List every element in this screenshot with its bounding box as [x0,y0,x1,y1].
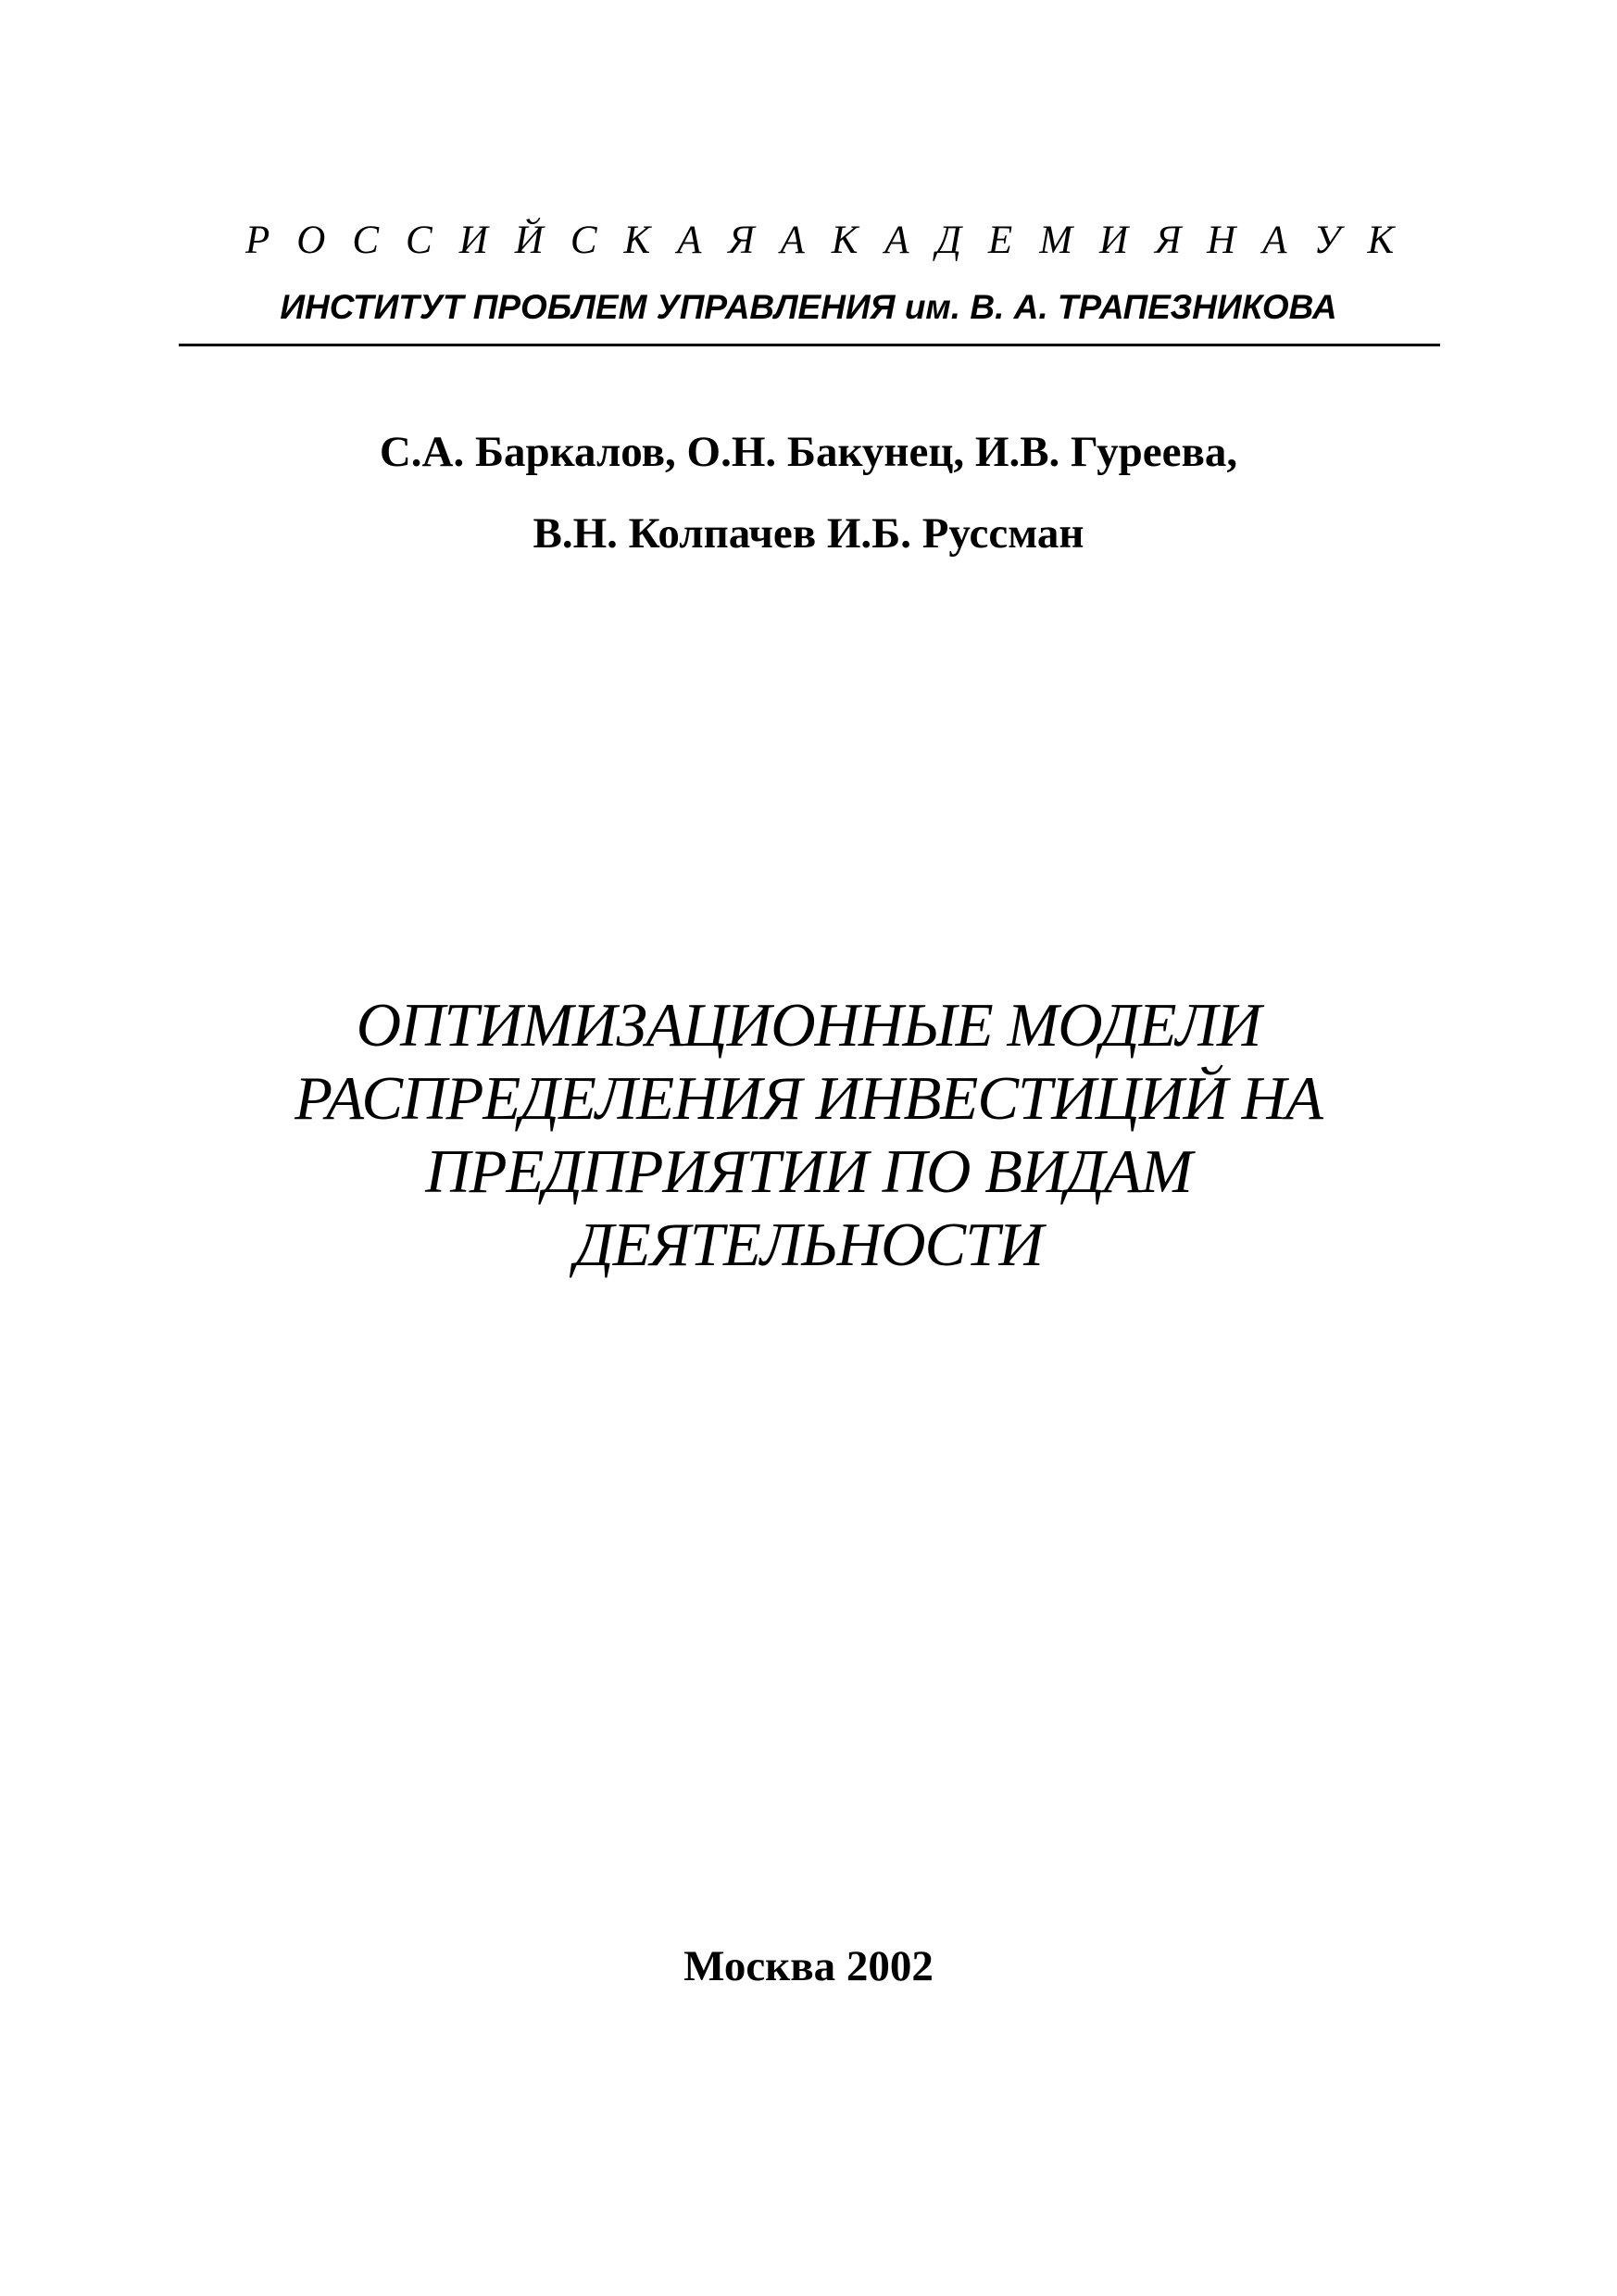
academy-letter: Я [728,219,755,262]
academy-letter: Р [245,219,270,262]
academy-letter: С [406,219,432,262]
title-line: ПРЕДПРИЯТИИ ПО ВИДАМ [425,1137,1192,1206]
academy-letter: Е [987,219,1013,262]
academy-letter: А [884,219,909,262]
academy-letter: К [831,219,859,262]
title-line: РАСПРЕДЕЛЕНИЯ ИНВЕСТИЦИЙ НА [295,1064,1322,1133]
academy-name [245,215,1394,267]
authors-line: С.А. Баркалов, О.Н. Бакунец, И.В. Гуреева, [379,428,1238,476]
publication-city-year: Москва 2002 [683,1942,934,1990]
academy-letter: К [623,219,651,262]
academy-letter: А [677,219,702,262]
authors-line: В.Н. Колпачев И.Б. Руссман [533,509,1084,558]
academy-letter: Й [514,219,544,262]
academy-letter: С [570,219,597,262]
header-divider [179,344,1440,346]
book-title [0,989,1617,1282]
academy-letter: А [1262,219,1287,262]
academy-letter: М [1039,219,1073,262]
academy-letter: Н [1207,219,1236,262]
authors-block [0,411,1617,574]
academy-letter: И [1099,219,1129,262]
academy-letter: Я [1155,219,1182,262]
academy-letter: С [352,219,380,262]
title-line: ДЕЯТЕЛЬНОСТИ [574,1211,1043,1279]
title-line: ОПТИМИЗАЦИОННЫЕ МОДЕЛИ [356,991,1261,1060]
academy-letter: И [458,219,488,262]
academy-letter: О [296,219,326,262]
academy-word [245,215,755,267]
academy-word [1207,215,1394,267]
academy-letter: Д [935,219,961,262]
academy-letter: А [780,219,805,262]
academy-letter: У [1313,219,1341,262]
academy-word [780,215,1181,267]
academy-letter: К [1367,219,1394,262]
institute-name: ИНСТИТУТ ПРОБЛЕМ УПРАВЛЕНИЯ им. В. А. ТРАПЕЗНИКОВА [280,288,1337,326]
